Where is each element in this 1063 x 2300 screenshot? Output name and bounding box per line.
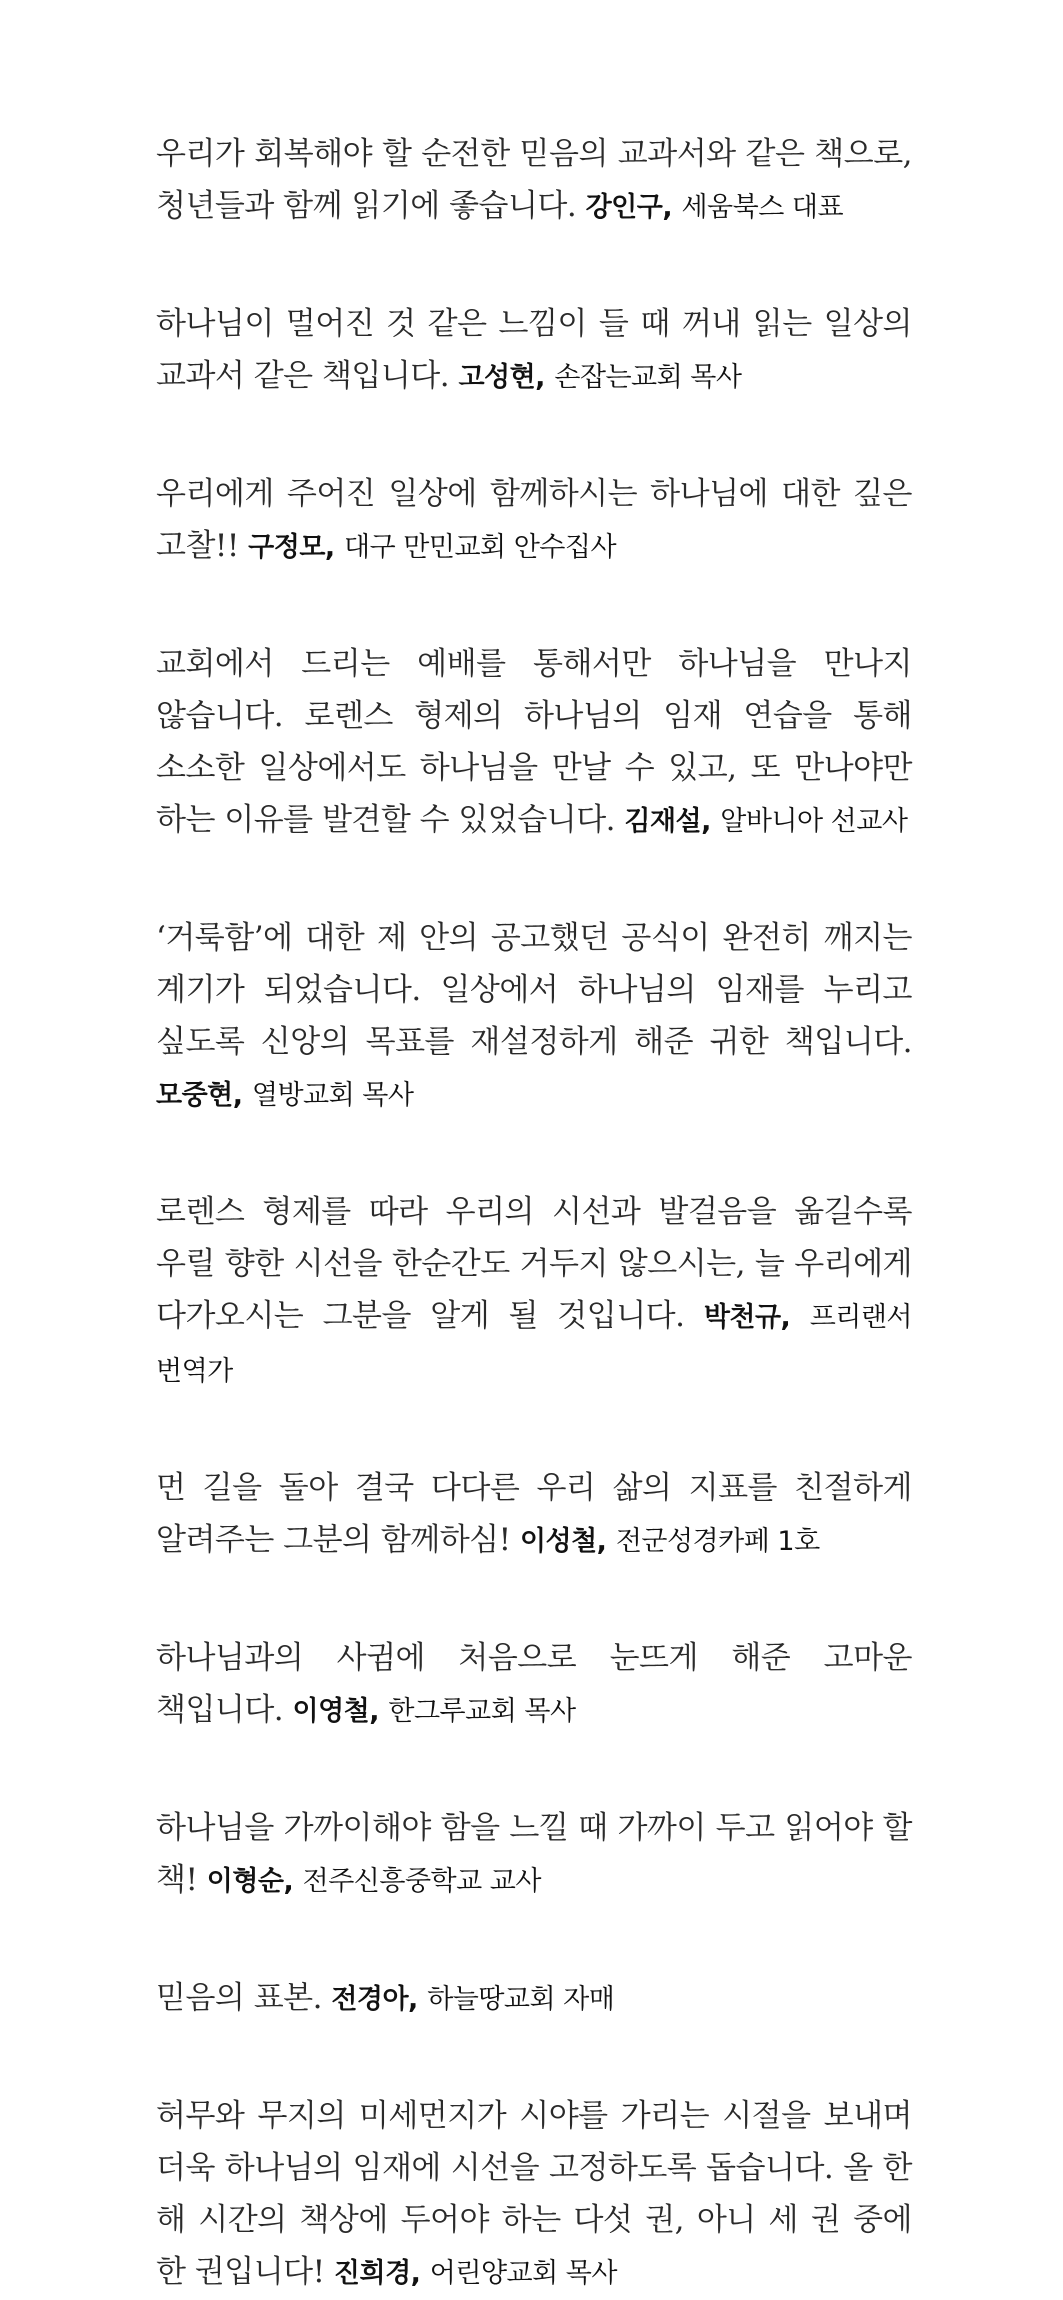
endorsement-item: [156, 638, 912, 848]
endorsement-quote: 믿음의 표본.: [156, 1980, 322, 2016]
endorser-role: 어린양교회 목사: [429, 2258, 617, 2289]
endorsement-quote: 하나님과의 사귐에 처음으로 눈뜨게 해준 고마운 책입니다.: [156, 1640, 912, 1728]
endorsement-quote: 하나님을 가까이해야 함을 느낄 때 가까이 두고 읽어야 할 책!: [156, 1810, 912, 1898]
endorser-role: 손잡는교회 목사: [554, 362, 742, 393]
endorser-name: 모중현,: [156, 1080, 243, 1111]
endorser-role: 하늘땅교회 자매: [427, 1984, 615, 2015]
endorser-role: 알바니아 선교사: [720, 806, 908, 837]
endorser-name: 진희경,: [333, 2258, 421, 2289]
endorser-role: 전주신흥중학교 교사: [302, 1866, 541, 1897]
endorsement-item: [156, 1462, 912, 1568]
endorsement-quote: 먼 길을 돌아 결국 다다른 우리 삶의 지표를 친절하게 알려주는 그분의 함께하심!: [156, 1470, 912, 1558]
endorsement-quote: 우리가 회복해야 할 순전한 믿음의 교과서와 같은 책으로, 청년들과 함께 읽기에 좋습니다.: [156, 136, 912, 224]
endorser-role: 전군성경카페 1호: [615, 1526, 820, 1557]
endorsement-item: [156, 468, 912, 574]
endorsement-item: [156, 912, 912, 1122]
endorser-role: 프리랜서 번역가: [156, 1302, 913, 1387]
endorsement-item: [156, 2090, 912, 2300]
endorser-name: 박천규,: [703, 1302, 791, 1333]
endorsement-item: [156, 1186, 912, 1398]
endorser-name: 이영철,: [292, 1696, 380, 1727]
endorsement-quote: 허무와 무지의 미세먼지가 시야를 가리는 시절을 보내며 더욱 하나님의 임재에 시선을 고정하도록 돕습니다. 올 한 해 시간의 책상에 두어야 하는 다섯 권, 아니 세 권 중에 한 권입니다!: [156, 2098, 912, 2290]
endorsement-item: [156, 1632, 912, 1738]
endorser-name: 김재설,: [624, 806, 711, 837]
endorsement-quote: 하나님이 멀어진 것 같은 느낌이 들 때 꺼내 읽는 일상의 교과서 같은 책입니다.: [156, 306, 912, 394]
endorsement-quote: 우리에게 주어진 일상에 함께하시는 하나님에 대한 깊은 고찰!!: [156, 476, 912, 564]
endorsement-item: [156, 1802, 912, 1908]
endorser-name: 이성철,: [519, 1526, 607, 1557]
endorser-name: 이형순,: [206, 1866, 294, 1897]
endorser-name: 강인구,: [585, 192, 673, 223]
endorsement-item: [156, 128, 912, 234]
endorsement-quote: ‘거룩함’에 대한 제 안의 공고했던 공식이 완전히 깨지는 계기가 되었습니다. 일상에서 하나님의 임재를 누리고 싶도록 신앙의 목표를 재설정하게 해준 귀한 책입니다.: [156, 920, 912, 1060]
endorsement-quote: 교회에서 드리는 예배를 통해서만 하나님을 만나지 않습니다. 로렌스 형제의 하나님의 임재 연습을 통해 소소한 일상에서도 하나님을 만날 수 있고, 또 만나야만 하는 이유를 발견할 수 있었습니다.: [156, 646, 912, 838]
endorsement-quote: 로렌스 형제를 따라 우리의 시선과 발걸음을 옮길수록 우릴 향한 시선을 한순간도 거두지 않으시는, 늘 우리에게 다가오시는 그분을 알게 될 것입니다.: [156, 1194, 912, 1334]
endorser-role: 한그루교회 목사: [388, 1696, 576, 1727]
endorser-role: 열방교회 목사: [251, 1080, 414, 1111]
endorsement-list: [156, 128, 912, 2300]
endorser-role: 세움북스 대표: [681, 192, 844, 223]
endorser-role: 대구 만민교회 안수집사: [344, 532, 617, 563]
endorsement-item: [156, 298, 912, 404]
endorser-name: 구정모,: [248, 532, 335, 563]
endorser-name: 전경아,: [331, 1984, 418, 2015]
endorser-name: 고성현,: [458, 362, 545, 393]
endorsement-item: [156, 1972, 912, 2026]
